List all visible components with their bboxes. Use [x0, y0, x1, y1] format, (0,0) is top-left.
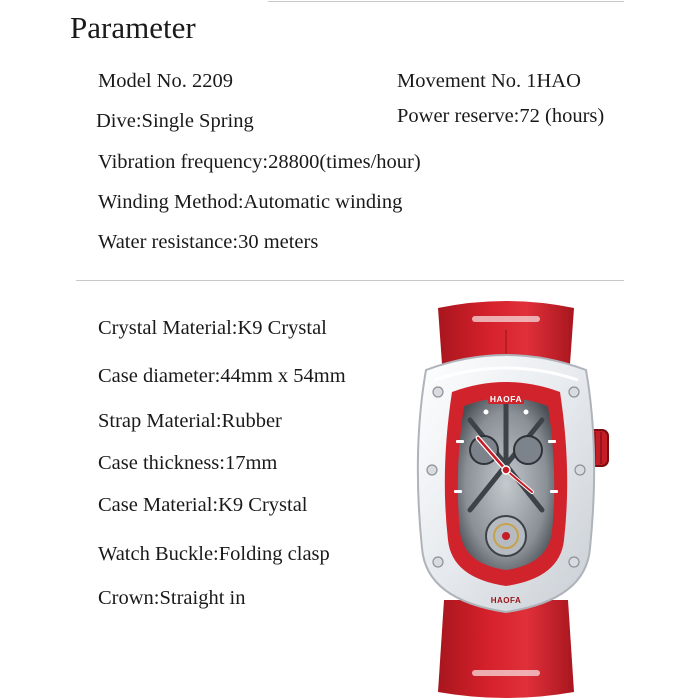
dial-brand-logo: HAOFA — [489, 394, 523, 404]
spec-case-diameter: Case diameter:44mm x 54mm — [98, 365, 346, 387]
spec-case-material: Case Material:K9 Crystal — [98, 494, 308, 516]
strap-bottom — [438, 600, 574, 698]
section-divider — [76, 280, 624, 281]
case-brand-logo: HAOFA — [490, 596, 522, 605]
spec-watch-buckle: Watch Buckle:Folding clasp — [98, 543, 330, 565]
top-divider — [268, 1, 624, 2]
tourbillon-icon — [486, 516, 526, 556]
watch-product-image — [386, 300, 626, 700]
spec-movement: Movement No. 1HAO — [397, 70, 581, 92]
strap-keeper-bottom — [472, 670, 540, 676]
spec-strap-material: Strap Material:Rubber — [98, 410, 282, 432]
spec-model: Model No. 2209 — [98, 70, 233, 92]
spec-vibration: Vibration frequency:28800(times/hour) — [98, 151, 421, 173]
spec-dive: Dive:Single Spring — [96, 110, 254, 132]
strap-keeper-top — [472, 316, 540, 322]
spec-power-reserve: Power reserve:72 (hours) — [397, 105, 605, 127]
spec-crystal-material: Crystal Material:K9 Crystal — [98, 317, 327, 339]
spec-case-thickness: Case thickness:17mm — [98, 452, 278, 474]
page-title: Parameter — [70, 10, 196, 45]
spec-water-resistance: Water resistance:30 meters — [98, 231, 319, 253]
spec-winding: Winding Method:Automatic winding — [98, 191, 403, 213]
spec-crown: Crown:Straight in — [98, 587, 246, 609]
